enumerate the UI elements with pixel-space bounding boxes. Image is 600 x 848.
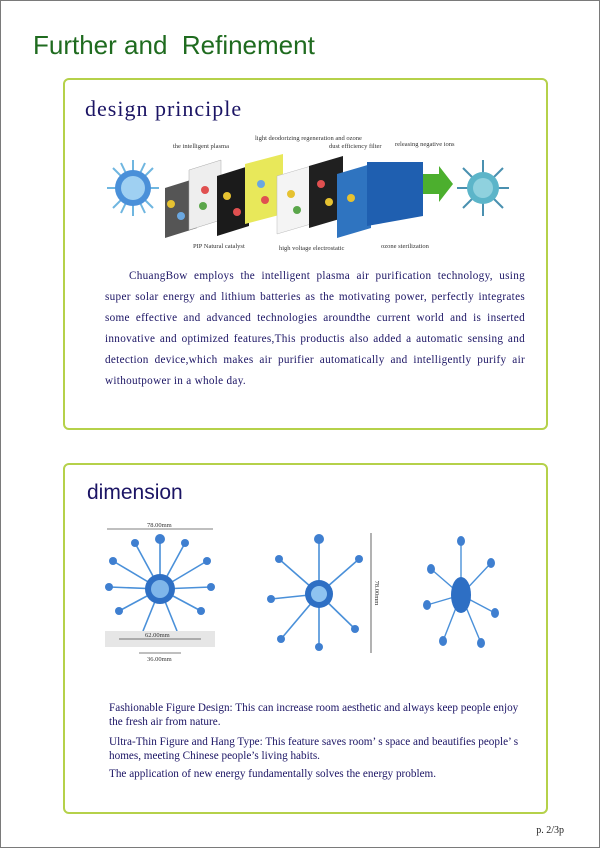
label-deodorizing: light deodorizing regeneration and ozone <box>255 135 362 142</box>
dimension-height: 78.00mm <box>373 580 380 606</box>
product-angle-view <box>259 529 379 659</box>
electrostatic-panel-image <box>277 166 311 234</box>
dimension-panel <box>63 463 548 814</box>
label-ozone-sterilization: ozone sterilization <box>381 243 429 250</box>
design-principle-heading: design principle <box>85 96 243 121</box>
label-plasma: the intelligent plasma <box>173 143 229 150</box>
airflow-arrow-icon <box>423 166 453 202</box>
dimension-top-width: 78.00mm <box>147 522 172 529</box>
dimension-paragraph-energy: The application of new energy fundamentally solves the energy problem. <box>109 768 437 780</box>
dimension-bottom-width: 36.00mm <box>147 656 172 663</box>
virus-left-image <box>107 160 159 216</box>
product-front-view <box>105 521 215 661</box>
principle-paragraph <box>105 266 525 392</box>
dimension-inner-width: 62.00mm <box>145 632 170 639</box>
dimension-paragraph-design: Fashionable Figure Design: This can increase room aesthetic and always keep people enjoy the fresh air from nature. <box>109 702 519 728</box>
ion-panel-image <box>367 162 423 226</box>
design-principle-panel <box>63 78 548 430</box>
label-pip: PIP Natural catalyst <box>193 243 245 250</box>
virus-right-image <box>457 160 509 216</box>
product-side-view <box>421 535 501 655</box>
ozone-panel-image <box>337 164 371 238</box>
label-ions: releasing negative ions <box>395 141 455 148</box>
catalyst-panel-image <box>217 166 249 236</box>
page-number: p. 2/3p <box>536 825 564 836</box>
page-title: Further and Refinement <box>33 30 315 60</box>
dimension-paragraph-thin: Ultra-Thin Figure and Hang Type: This feature saves room’ s space and beautifies people’ s homes, meeting Chinese people’s living habits. <box>109 736 519 762</box>
filter-layers-diagram <box>105 136 505 256</box>
plasma-panel-image <box>189 160 221 230</box>
principle-paragraph-text: ChuangBow employs the intelligent plasma air purification technology, using super solar energy and lithium batteries as the motivating power, perfectly integrates some effective and advanced technologies aroundthe current world and is inserted innovative and optimized features,This productis also added a automatic sensing and detection device,which makes air purifier automatically and intelligently purify air withoutpower in a whole day. <box>105 270 525 387</box>
label-dust: dust efficiency filter <box>329 143 382 150</box>
dimension-heading: dimension <box>87 481 183 504</box>
label-voltage: high voltage electrostatic <box>279 245 345 252</box>
